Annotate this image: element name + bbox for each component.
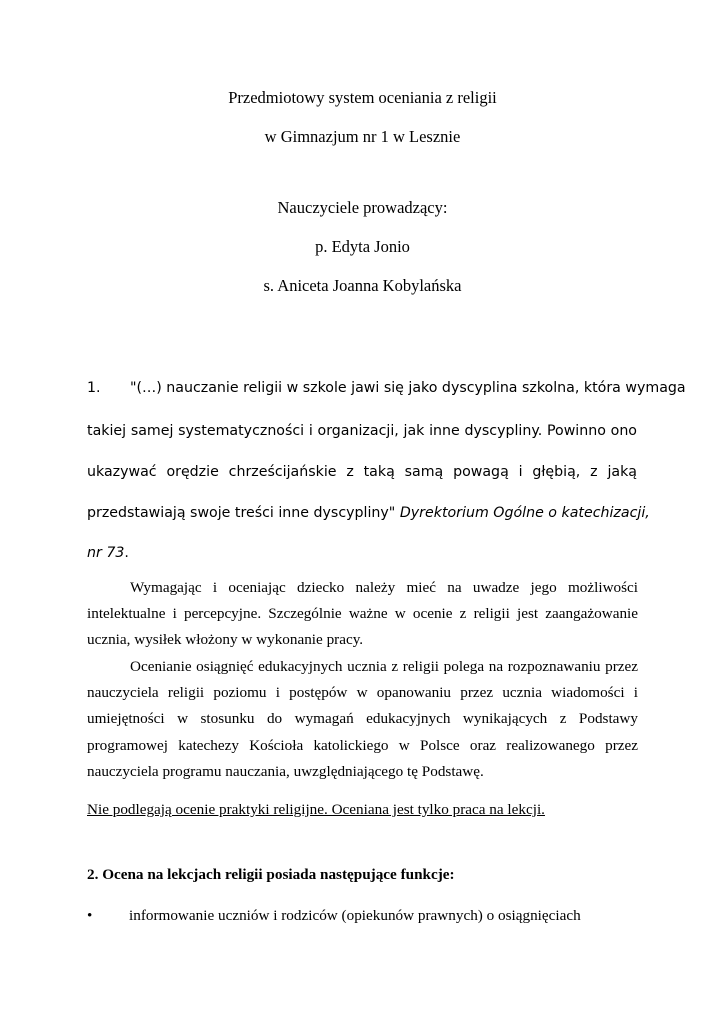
quote-line-3: ukazywać orędzie chrześcijańskie z taką samą powagą i głębią, z jaką	[87, 464, 637, 480]
assessment-note: Nie podlegają ocenie praktyki religijne. Oceniana jest tylko praca na lekcji.	[87, 801, 545, 818]
bullet-icon: •	[87, 907, 93, 924]
document-title-line1: Przedmiotowy system oceniania z religii	[228, 88, 497, 107]
document-title-line2: w Gimnazjum nr 1 w Lesznie	[264, 127, 461, 146]
quote-text-1: "(…) nauczanie religii w szkole jawi się jako dyscyplina szkolna, która wymaga	[130, 380, 686, 396]
quote-source-number: nr 73	[87, 545, 125, 561]
section-number: 1.	[87, 380, 101, 396]
section-2-heading: 2. Ocena na lekcjach religii posiada następujące funkcje:	[87, 866, 455, 883]
paragraph-1: Wymagając i oceniając dziecko należy mieć na uwadze jego możliwości intelektualne i percepcyjne. Szczególnie ważne w ocenie z religii jest zaangażowanie ucznia, wysiłek włożony w wykonanie pracy.	[87, 579, 638, 649]
quote-source-title: Dyrektorium Ogólne o katechizacji,	[399, 505, 650, 521]
quote-line-2: takiej samej systematyczności i organizacji, jak inne dyscypliny. Powinno ono	[87, 423, 637, 439]
quote-text-4: przedstawiają swoje treści inne dyscypliny"	[87, 505, 400, 521]
quote-line-4	[87, 505, 650, 521]
teacher-name-1: p. Edyta Jonio	[315, 237, 410, 256]
quote-line-1	[87, 380, 686, 396]
quote-line-5: nr 73.	[87, 545, 129, 561]
paragraph-2: Ocenianie osiągnięć edukacyjnych ucznia z religii polega na rozpoznawaniu przez nauczyciela religii poziomu i postępów w opanowaniu przez ucznia wiadomości i umiejętności w stosunku do wymagań edukacyjnych wynikających z Podstawy programowej katechezy Kościoła katolickiego w Polsce oraz realizowanego przez nauczyciela programu nauczania, uwzględniającego tę Podstawę.	[87, 658, 638, 780]
teacher-name-2: s. Aniceta Joanna Kobylańska	[263, 276, 462, 295]
teachers-label: Nauczyciele prowadzący:	[277, 198, 448, 217]
list-item: informowanie uczniów i rodziców (opiekunów prawnych) o osiągnięciach	[129, 907, 581, 924]
